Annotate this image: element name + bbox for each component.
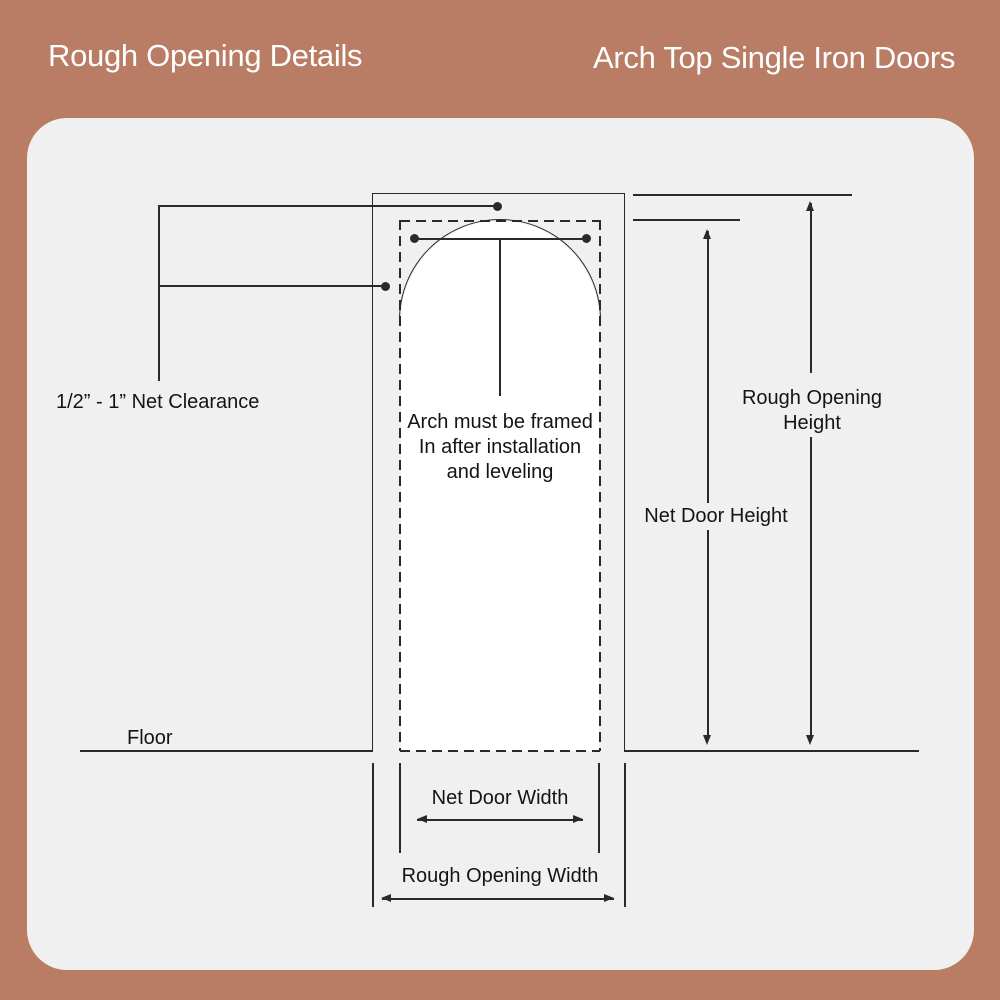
arch-note — [400, 410, 600, 485]
net-door-height-label: Net Door Height — [644, 505, 788, 527]
rough-opening-height-extension-top — [633, 194, 852, 196]
floor-line-right — [625, 750, 919, 752]
net-door-height-dimension-line-upper — [707, 231, 709, 503]
rough-opening-width-extension-left — [372, 763, 374, 907]
product-title: Arch Top Single Iron Doors — [593, 40, 956, 75]
net-door-height-extension-top — [633, 219, 740, 221]
arch-note-line-1: Arch must be framed — [407, 411, 593, 433]
arrowhead-up-icon — [806, 201, 814, 211]
net-door-width-label: Net Door Width — [431, 787, 569, 809]
arch-note-line-3: and leveling — [446, 461, 554, 483]
arrowhead-right-icon — [573, 815, 583, 823]
net-door-width-extension-right — [598, 763, 600, 853]
rough-opening-height-label-line-2: Height — [783, 412, 841, 434]
floor-label: Floor — [127, 727, 173, 749]
net-door-width-extension-left — [399, 763, 401, 853]
rough-opening-height-label-line-1: Rough Opening — [741, 387, 883, 409]
net-door-height-dimension-line-lower — [707, 530, 709, 738]
arrowhead-up-icon — [703, 229, 711, 239]
arch-center-line — [499, 238, 501, 396]
arrowhead-down-icon — [703, 735, 711, 745]
rough-opening-height-dimension-line-lower — [810, 437, 812, 737]
rough-opening-width-extension-right — [624, 763, 626, 907]
floor-line-left — [80, 750, 373, 752]
rough-opening-height-label — [742, 386, 882, 436]
leader-dot-side-gap — [381, 282, 390, 291]
rough-opening-width-label: Rough Opening Width — [401, 865, 599, 887]
arrowhead-left-icon — [381, 894, 391, 902]
clearance-leader-vertical — [158, 205, 160, 381]
rough-opening-height-dimension-line-upper — [810, 203, 812, 373]
net-door-width-dimension-line — [417, 819, 583, 821]
arrowhead-right-icon — [604, 894, 614, 902]
clearance-leader-top — [158, 205, 498, 207]
clearance-leader-middle — [158, 285, 386, 287]
leader-dot-top-gap — [493, 202, 502, 211]
arrowhead-left-icon — [417, 815, 427, 823]
arch-note-line-2: In after installation — [418, 436, 582, 458]
arrowhead-down-icon — [806, 735, 814, 745]
page-title: Rough Opening Details — [48, 38, 363, 73]
rough-opening-width-dimension-line — [382, 898, 614, 900]
net-clearance-label: 1/2” - 1” Net Clearance — [56, 391, 260, 413]
